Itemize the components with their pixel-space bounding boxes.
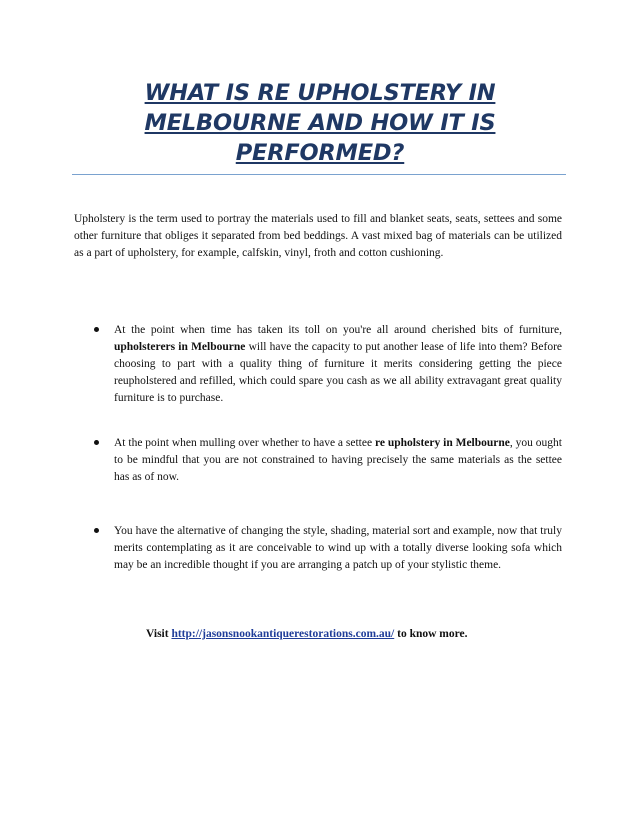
visit-suffix: to know more.: [394, 628, 468, 640]
bullet-text: You have the alternative of changing the style, shading, material sort and example, now that truly merits contemplating as it are conceivable to wind up with a totally diverse looking sofa which may be an incredible thought if you are arranging a patch up of your stylistic theme.: [114, 525, 562, 571]
intro-paragraph: Upholstery is the term used to portray the materials used to fill and blanket seats, seats, settees and some other furniture that obliges it separated from bed beddings. A vast mixed bag of materials can be utilized as a part of upholstery, for example, calfskin, vinyl, froth and cotton cushioning.: [74, 213, 562, 259]
bullet-icon: [94, 327, 99, 332]
bullet-item-settee: [86, 435, 562, 486]
bullet-keyword: re upholstery in Melbourne: [374, 437, 510, 449]
website-link[interactable]: http://jasonsnookantiquerestorations.com.au/: [171, 628, 395, 640]
bullet-keyword: upholsterers in Melbourne: [114, 341, 246, 353]
bullet-icon: [94, 440, 99, 445]
bullet-item-upholsterers: [86, 322, 562, 407]
visit-prefix: Visit: [146, 628, 172, 640]
bullet-text-start: At the point when time has taken its toll on you're all around cherished bits of furniture,: [114, 324, 562, 336]
bullet-text-end: , you ought to be mindful that you are not constrained to having precisely the same materials as the settee has as of now.: [114, 437, 562, 483]
bullet-item-style: [86, 523, 562, 574]
bullet-text: [114, 435, 562, 486]
bullet-text-start: At the point when mulling over whether to have a settee: [114, 437, 375, 449]
visit-line: [146, 626, 468, 642]
bullet-text: [114, 322, 562, 407]
document-title: WHAT IS RE UPHOLSTERY IN MELBOURNE AND HOW IT IS PERFORMED?: [144, 80, 496, 166]
bullet-text-end: will have the capacity to put another lease of life into them? Before choosing to part with a quality thing of furniture it merits considering getting the piece reupholstered and refilled, which could spare you cash as we all ability extravagant great quality furniture is to purchase.: [114, 341, 563, 404]
bullet-icon: [94, 528, 99, 533]
title-divider: [72, 174, 566, 175]
